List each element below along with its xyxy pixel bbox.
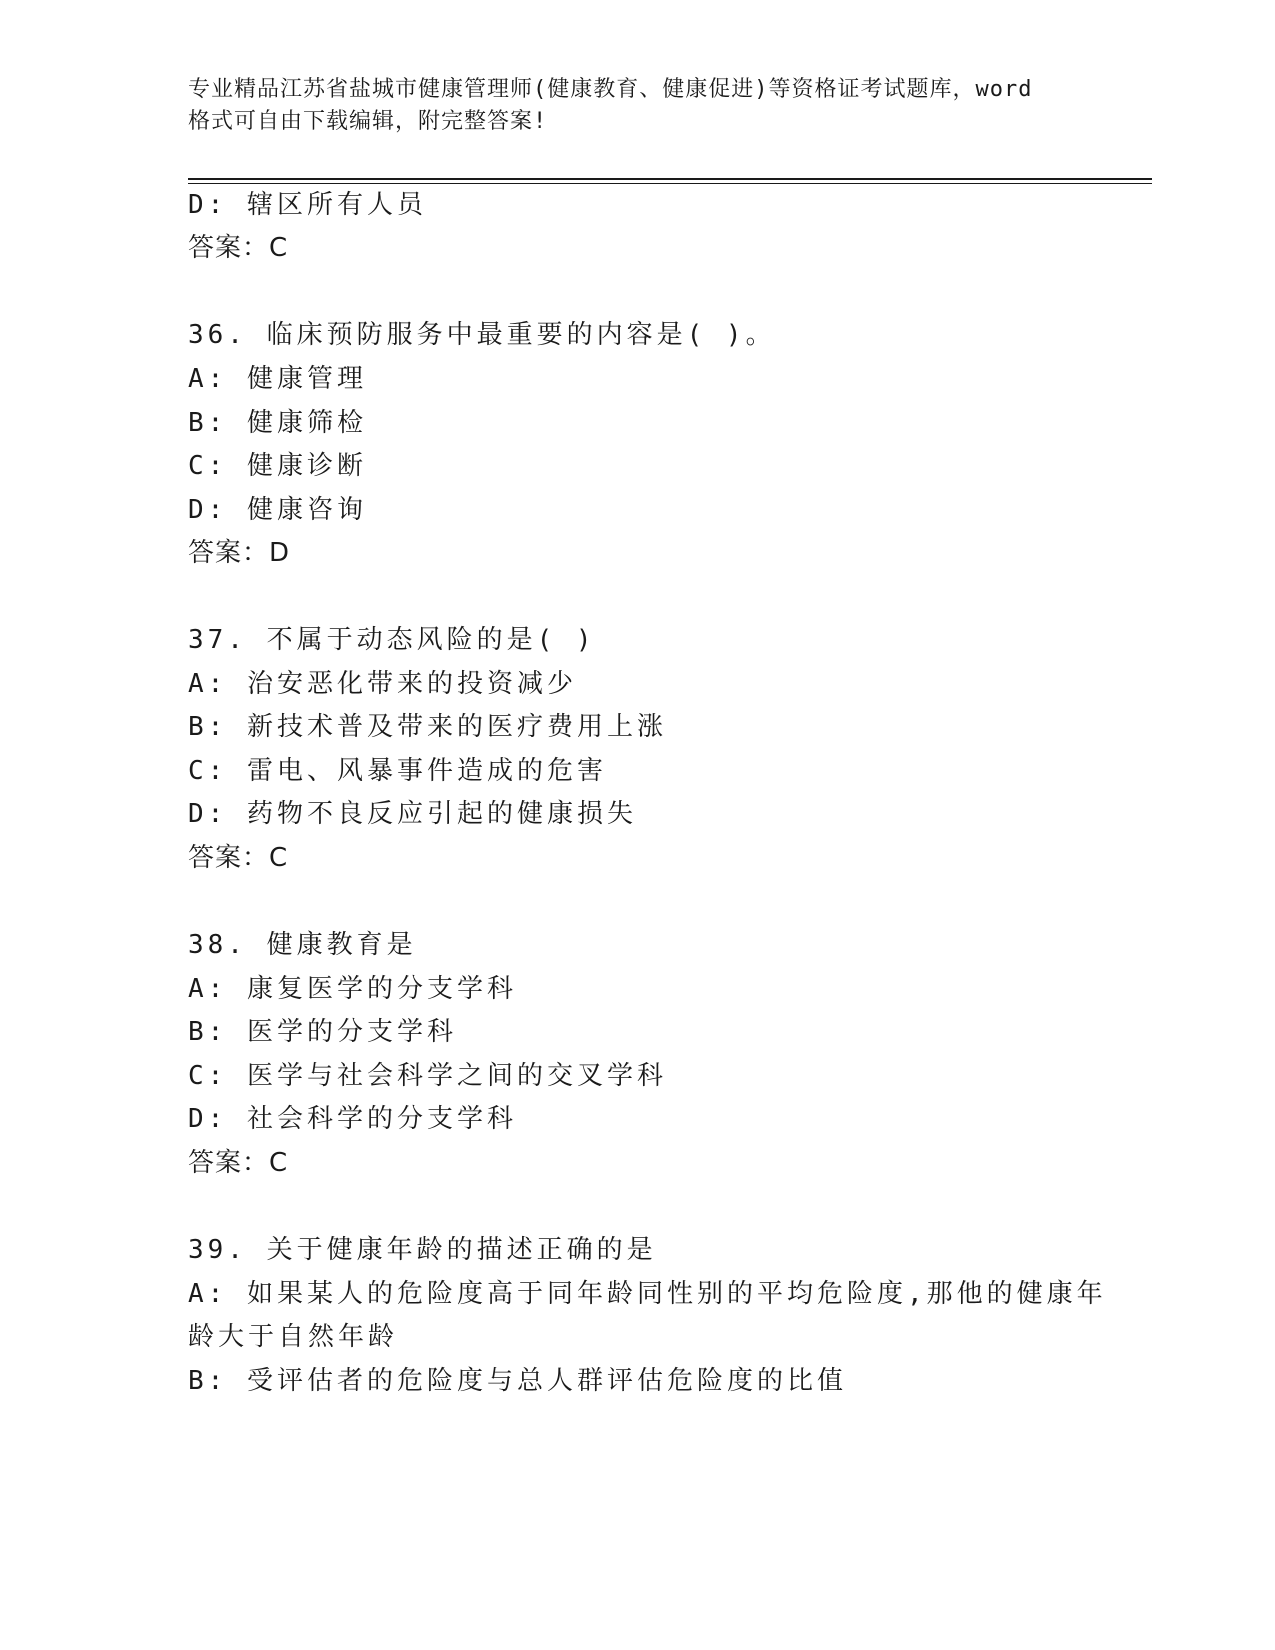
- option-d: D: 辖区所有人员: [188, 190, 427, 220]
- option-c: C: 医学与社会科学之间的交叉学科: [188, 1061, 667, 1091]
- answer: 答案：C: [188, 233, 289, 263]
- answer: 答案：C: [188, 1148, 289, 1178]
- option-b: B: 新技术普及带来的医疗费用上涨: [188, 712, 667, 742]
- page-header: [188, 74, 1088, 138]
- answer: 答案：D: [188, 538, 291, 568]
- header-line-2: 格式可自由下载编辑，附完整答案!: [188, 109, 548, 134]
- option-a: A: 治安恶化带来的投资减少: [188, 669, 577, 699]
- header-line-1: 专业精品江苏省盐城市健康管理师(健康教育、健康促进)等资格证考试题库，word: [188, 77, 1033, 102]
- option-b: B: 医学的分支学科: [188, 1017, 457, 1047]
- option-d: D: 健康咨询: [188, 495, 367, 525]
- header-rule-thin: [188, 183, 1152, 184]
- option-a-continued: 龄大于自然年龄: [188, 1322, 399, 1352]
- answer: 答案：C: [188, 843, 289, 873]
- option-a: A: 康复医学的分支学科: [188, 974, 517, 1004]
- option-c: C: 健康诊断: [188, 451, 367, 481]
- question-37: 37. 不属于动态风险的是( ): [188, 625, 596, 655]
- option-d: D: 药物不良反应引起的健康损失: [188, 799, 637, 829]
- option-a: A: 如果某人的危险度高于同年龄同性别的平均危险度,那他的健康年: [188, 1279, 1107, 1309]
- option-d: D: 社会科学的分支学科: [188, 1104, 517, 1134]
- option-c: C: 雷电、风暴事件造成的危害: [188, 756, 607, 786]
- header-rule-thick: [188, 178, 1152, 180]
- option-b: B: 健康筛检: [188, 408, 367, 438]
- question-36: 36. 临床预防服务中最重要的内容是( )。: [188, 320, 776, 350]
- question-38: 38. 健康教育是: [188, 930, 417, 960]
- option-b: B: 受评估者的危险度与总人群评估危险度的比值: [188, 1366, 847, 1396]
- question-39: 39. 关于健康年龄的描述正确的是: [188, 1235, 657, 1265]
- option-a: A: 健康管理: [188, 364, 367, 394]
